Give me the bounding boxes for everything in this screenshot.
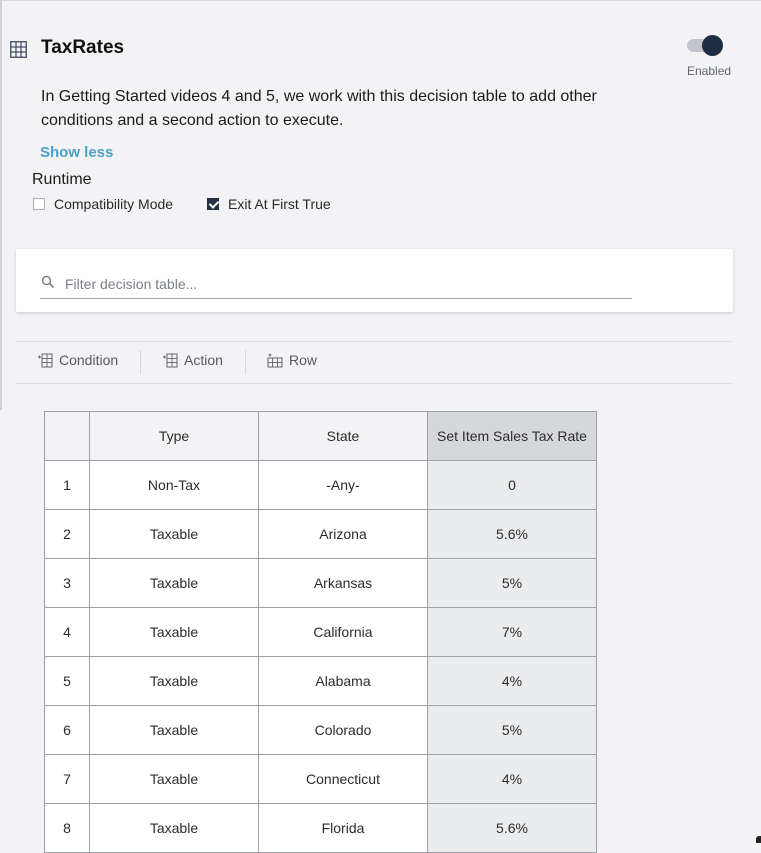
enabled-toggle[interactable] — [687, 35, 723, 55]
top-divider — [0, 0, 761, 1]
add-row-icon — [267, 353, 283, 368]
table-toolbar — [16, 341, 733, 384]
state-cell[interactable]: Arkansas — [259, 559, 428, 608]
filter-card — [16, 249, 733, 312]
filter-field — [40, 268, 632, 299]
type-cell[interactable]: Taxable — [90, 657, 259, 706]
row-number: 4 — [45, 608, 90, 657]
table-row — [45, 461, 597, 510]
type-cell[interactable]: Taxable — [90, 755, 259, 804]
filter-input[interactable] — [63, 272, 627, 296]
state-cell[interactable]: California — [259, 608, 428, 657]
table-row — [45, 510, 597, 559]
condition-label: Condition — [59, 352, 119, 368]
runtime-label: Runtime — [32, 171, 92, 188]
compatibility-mode-checkbox[interactable] — [33, 196, 173, 212]
add-action-button[interactable] — [163, 352, 223, 368]
page-title: TaxRates — [41, 37, 125, 58]
table-row — [45, 657, 597, 706]
tax-rate-cell[interactable]: 4% — [428, 755, 597, 804]
decision-table-icon — [10, 41, 27, 58]
row-number: 5 — [45, 657, 90, 706]
row-number: 8 — [45, 804, 90, 853]
toggle-label: Enabled — [687, 64, 732, 78]
type-cell[interactable]: Taxable — [90, 510, 259, 559]
table-row — [45, 706, 597, 755]
show-less-link[interactable]: Show less — [40, 144, 114, 161]
tax-rate-cell[interactable]: 0 — [428, 461, 597, 510]
type-cell[interactable]: Taxable — [90, 706, 259, 755]
table-row — [45, 804, 597, 853]
tax-rate-cell[interactable]: 5% — [428, 706, 597, 755]
left-accent-rule — [0, 0, 2, 410]
exit-at-first-true-checkbox[interactable] — [207, 196, 331, 212]
row-label: Row — [289, 352, 318, 368]
tax-rate-cell[interactable]: 5.6% — [428, 804, 597, 853]
table-row — [45, 755, 597, 804]
checkbox-box — [33, 198, 45, 210]
search-icon — [41, 275, 55, 289]
action-label: Action — [184, 352, 223, 368]
tax-rate-cell[interactable]: 7% — [428, 608, 597, 657]
add-column-icon — [38, 353, 53, 368]
window-corner — [756, 836, 761, 843]
type-cell[interactable]: Taxable — [90, 559, 259, 608]
column-header-action[interactable]: Set Item Sales Tax Rate — [428, 412, 597, 461]
toolbar-separator — [245, 350, 246, 374]
tax-rate-cell[interactable]: 5.6% — [428, 510, 597, 559]
type-cell[interactable]: Taxable — [90, 804, 259, 853]
decision-table — [44, 411, 597, 853]
table-row — [45, 608, 597, 657]
table-header-row — [45, 412, 597, 461]
state-cell[interactable]: Alabama — [259, 657, 428, 706]
type-cell[interactable]: Taxable — [90, 608, 259, 657]
checkbox-box-checked — [207, 198, 219, 210]
state-cell[interactable]: Arizona — [259, 510, 428, 559]
tax-rate-cell[interactable]: 4% — [428, 657, 597, 706]
table-row — [45, 559, 597, 608]
add-column-icon — [163, 353, 178, 368]
tax-rate-cell[interactable]: 5% — [428, 559, 597, 608]
state-cell[interactable]: -Any- — [259, 461, 428, 510]
row-number: 3 — [45, 559, 90, 608]
row-number: 2 — [45, 510, 90, 559]
checkbox-label: Compatibility Mode — [54, 196, 174, 212]
state-cell[interactable]: Florida — [259, 804, 428, 853]
checkbox-label: Exit At First True — [228, 196, 331, 212]
description-text: In Getting Started videos 4 and 5, we work with this decision table to add other conditions and a second action to execute. — [41, 88, 597, 129]
toolbar-separator — [140, 350, 141, 374]
column-header-state[interactable]: State — [259, 412, 428, 461]
state-cell[interactable]: Colorado — [259, 706, 428, 755]
state-cell[interactable]: Connecticut — [259, 755, 428, 804]
row-number: 6 — [45, 706, 90, 755]
add-condition-button[interactable] — [38, 352, 118, 368]
row-number: 7 — [45, 755, 90, 804]
row-number-header — [45, 412, 90, 461]
column-header-type[interactable]: Type — [90, 412, 259, 461]
row-number: 1 — [45, 461, 90, 510]
toggle-knob — [702, 35, 723, 56]
type-cell[interactable]: Non-Tax — [90, 461, 259, 510]
add-row-button[interactable] — [267, 352, 317, 368]
